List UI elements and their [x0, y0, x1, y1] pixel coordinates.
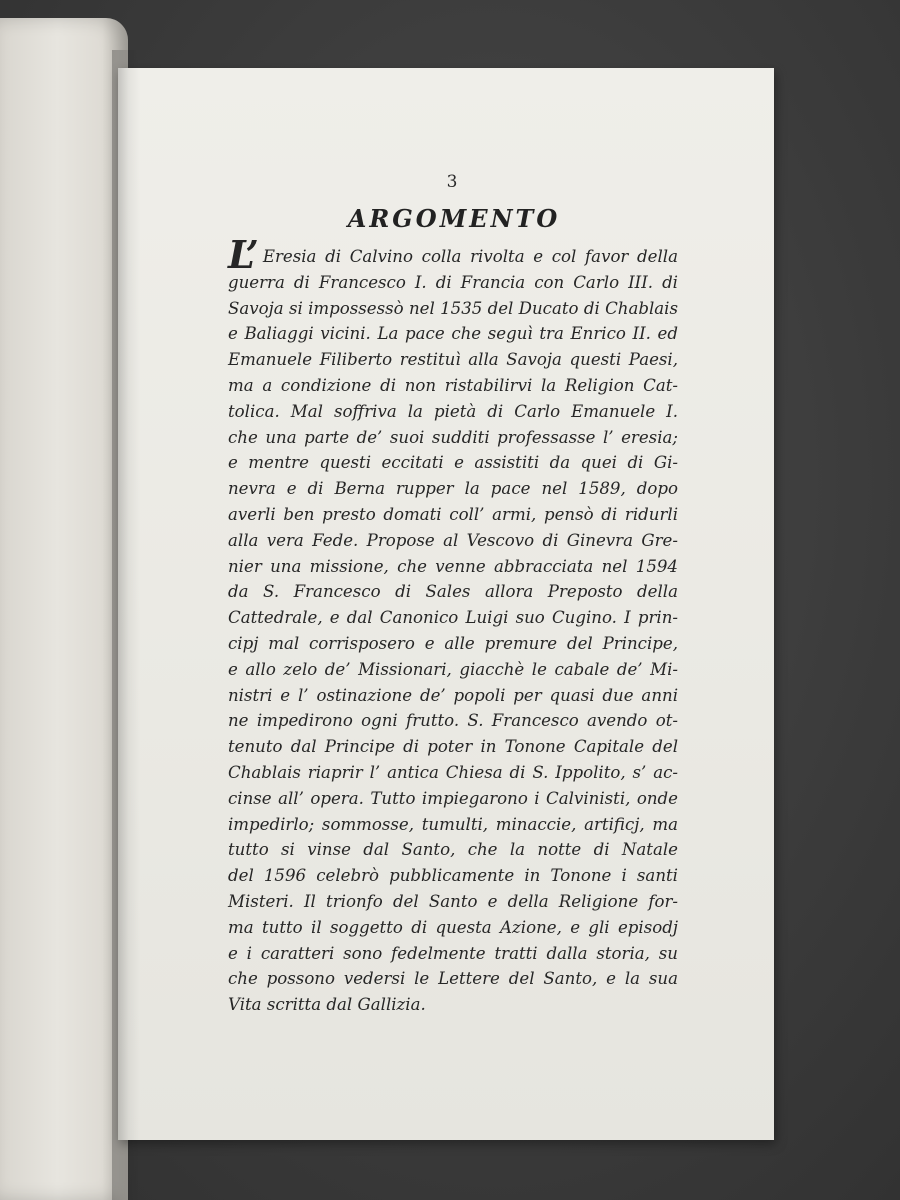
- text-line: ne impedirono ogni frutto. S. Francesco avendo ot-: [228, 711, 678, 731]
- text-line: Savoja si impossessò nel 1535 del Ducato di Chablais: [228, 298, 678, 318]
- argument-paragraph: [228, 232, 678, 1018]
- text-line: tutto si vinse dal Santo, che la notte di Natale: [228, 840, 678, 860]
- text-line: impedirlo; sommosse, tumulti, minaccie, artificj, ma: [228, 814, 678, 834]
- page-number: 3: [446, 172, 458, 192]
- text-line: Cattedrale, e dal Canonico Luigi suo Cugino. I prin-: [228, 608, 678, 628]
- book-gutter-shadow: [112, 50, 140, 1200]
- text-line: tenuto dal Principe di poter in Tonone Capitale del: [228, 737, 678, 757]
- text-line: cinse all’ opera. Tutto impiegarono i Calvinisti, onde: [228, 788, 678, 808]
- text-line: [228, 232, 678, 277]
- text-line: alla vera Fede. Propose al Vescovo di Ginevra Gre-: [228, 530, 678, 550]
- text-line: nevra e di Berna rupper la pace nel 1589, dopo: [228, 479, 678, 499]
- facing-page-left: [0, 18, 128, 1200]
- text-line: nier una missione, che venne abbracciata nel 1594: [228, 556, 678, 576]
- text-line: e i caratteri sono fedelmente tratti dalla storia, su: [228, 943, 678, 963]
- text-line: ma tutto il soggetto di questa Azione, e gli episodj: [228, 917, 678, 937]
- text-line: averli ben presto domati coll’ armi, pensò di ridurli: [228, 504, 678, 524]
- drop-cap-initial: L’: [228, 232, 259, 277]
- text-line: Chablais riaprir l’ antica Chiesa di S. Ippolito, s’ ac-: [228, 762, 678, 782]
- text-line: da S. Francesco di Sales allora Preposto della: [228, 582, 678, 602]
- text-line: del 1596 celebrò pubblicamente in Tonone i santi: [228, 866, 678, 886]
- text-line: Misteri. Il trionfo del Santo e della Religione for-: [228, 891, 678, 911]
- text-line-content: Eresia di Calvino colla rivolta e col favor della: [262, 247, 678, 266]
- book-page: [118, 68, 774, 1140]
- text-line: Vita scritta dal Gallizia.: [228, 995, 426, 1015]
- text-line: che una parte de’ suoi sudditi professasse l’ eresia;: [228, 427, 678, 447]
- section-heading: ARGOMENTO: [347, 204, 561, 233]
- text-line: Emanuele Filiberto restituì alla Savoja questi Paesi,: [228, 350, 678, 370]
- text-line: e allo zelo de’ Missionari, giacchè le cabale de’ Mi-: [228, 659, 678, 679]
- text-line: guerra di Francesco I. di Francia con Carlo III. di: [228, 272, 678, 292]
- text-line: tolica. Mal soffriva la pietà di Carlo Emanuele I.: [228, 401, 678, 421]
- text-line: che possono vedersi le Lettere del Santo, e la sua: [228, 969, 678, 989]
- text-line: nistri e l’ ostinazione de’ popoli per quasi due anni: [228, 685, 678, 705]
- text-line: ma a condizione di non ristabilirvi la Religion Cat-: [228, 375, 678, 395]
- text-line: e Baliaggi vicini. La pace che seguì tra Enrico II. ed: [228, 324, 678, 344]
- text-line: e mentre questi eccitati e assistiti da quei di Gi-: [228, 453, 678, 473]
- text-line: cipj mal corrisposero e alle premure del Principe,: [228, 633, 678, 653]
